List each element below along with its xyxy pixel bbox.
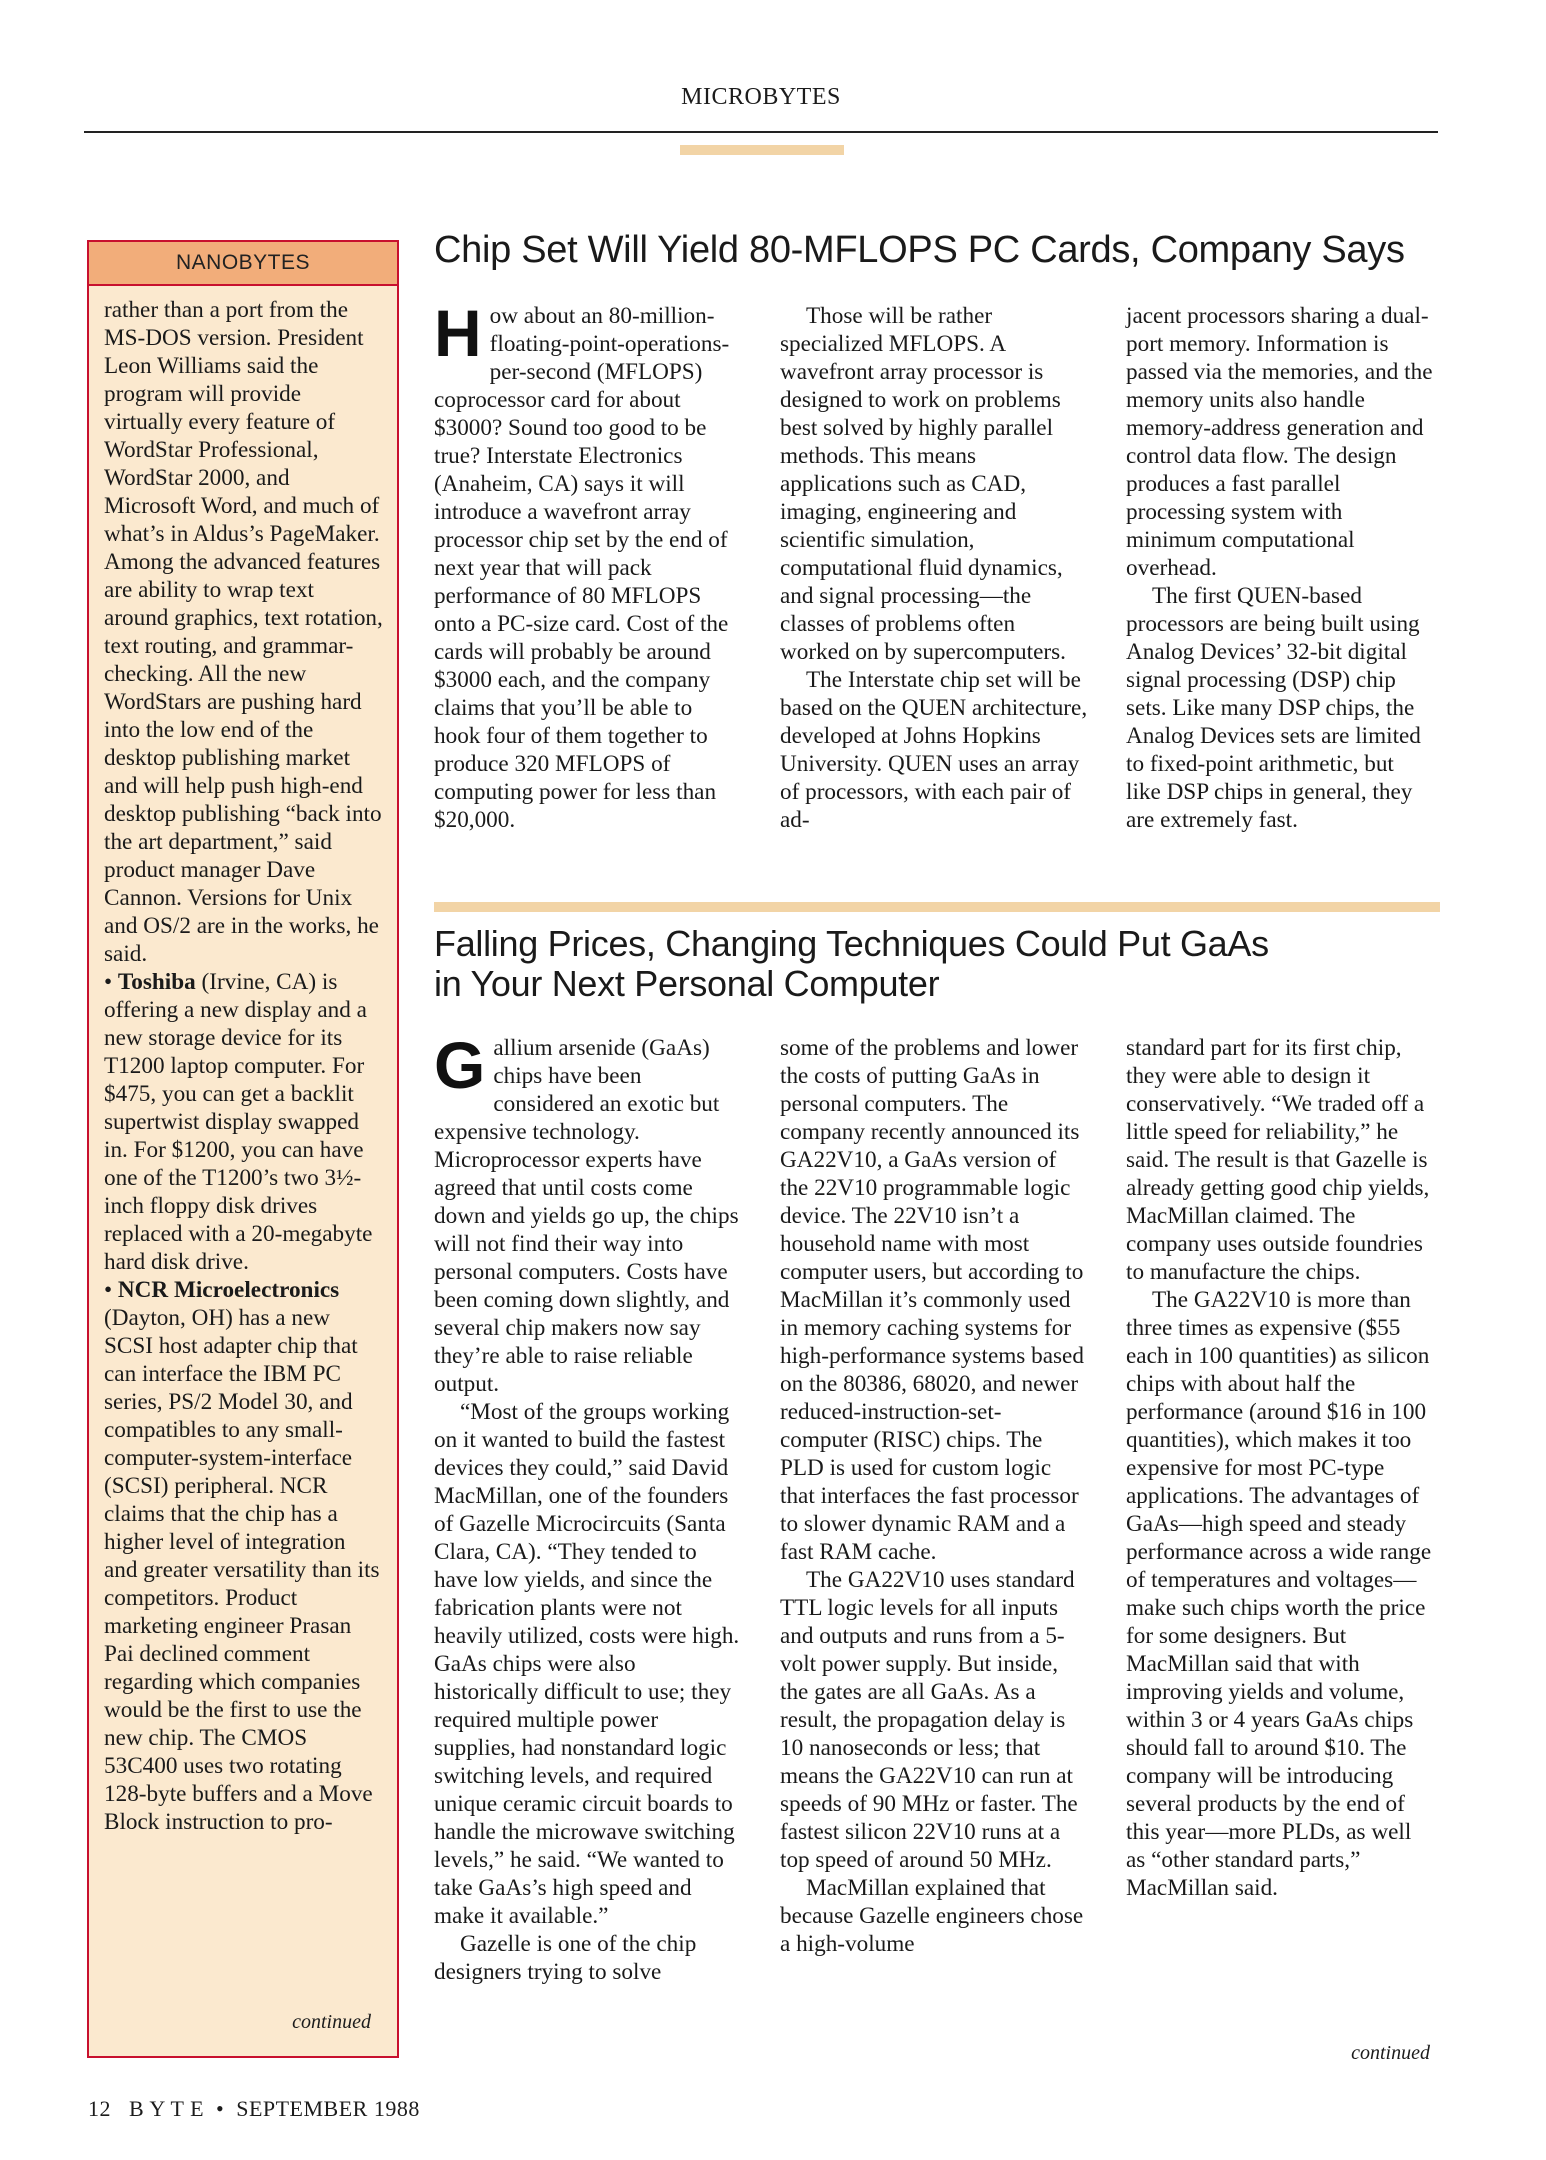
article2-dropcap: G	[434, 1028, 486, 1102]
sidebar-company-name: Toshiba	[117, 969, 196, 995]
article1-paragraph: The Interstate chip set will be based on the QUEN architecture, developed at Johns Hopkins University. QUEN uses an array of processors, with each pair of ad-	[780, 667, 1088, 833]
article1-paragraph	[434, 296, 742, 834]
header-accent-bar	[680, 145, 844, 155]
sidebar-item-text: (Irvine, CA) is offering a new display and a new storage device for its T1200 laptop computer. For $475, you can get a backlit supertwist display swapped in. For $1200, you can have one of the T1200’s two 3½-inch floppy disk drives replaced with a 20-megabyte hard disk drive.	[104, 969, 373, 1275]
nanobytes-sidebar	[87, 240, 399, 2058]
article2-column-2	[780, 1034, 1088, 1958]
sidebar-item-text: (Dayton, OH) has a new SCSI host adapter chip that can interface the IBM PC series, PS/2 Model 30, and compatibles to any small-computer-system-interface (SCSI) peripheral. NCR claims that the chip has a higher level of integration and greater versatility than its competitors. Product marketing engineer Prasan Pai declined comment regarding which companies would be the first to use the new chip. The CMOS 53C400 uses two rotating 128-byte buffers and a Move Block instruction to pro-	[104, 1305, 380, 1835]
article2-headline	[434, 924, 1269, 1004]
article1-headline: Chip Set Will Yield 80-MFLOPS PC Cards, Company Says	[434, 229, 1405, 271]
article2-paragraph: standard part for its first chip, they were able to design it conservatively. “We traded off a little speed for reliability,” he said. The result is that Gazelle is already getting good chip yields, MacMillan claimed. The company uses outside foundries to manufacture the chips.	[1126, 1035, 1430, 1285]
article2-paragraph: The GA22V10 is more than three times as expensive ($55 each in 100 quantities) as silicon chips with about half the performance (around $16 in 100 quantities), which makes it too expensive for most PC-type applications. The advantages of GaAs—high speed and steady performance across a wide range of temperatures and voltages—make such chips worth the price for some designers. But MacMillan said that with improving yields and volume, within 3 or 4 years GaAs chips should fall to around $10. The company will be introducing several products by the end of this year—more PLDs, as well as “other standard parts,” MacMillan said.	[1126, 1287, 1432, 1901]
article1-paragraph-text: ow about an 80-million-floating-point-operations-per-second (MFLOPS) coprocessor card for about $3000? Sound too good to be true? Interstate Electronics (Anaheim, CA) says it will introduce a wavefront array processor chip set by the end of next year that will pack performance of 80 MFLOPS onto a PC-size card. Cost of the cards will probably be around $3000 each, and the company claims that you’ll be able to hook four of them together to produce 320 MFLOPS of computing power for less than $20,000.	[434, 303, 730, 833]
sidebar-bullet-item: • NCR Microelectronics (Dayton, OH) has a new SCSI host adapter chip that can interface the IBM PC series, PS/2 Model 30, and compatibles to any small-computer-system-interface (SCSI) peripheral. NCR claims that the chip has a higher level of integration and greater versatility than its competitors. Product marketing engineer Prasan Pai declined comment regarding which companies would be the first to use the new chip. The CMOS 53C400 uses two rotating 128-byte buffers and a Move Block instruction to pro-	[104, 1277, 380, 1835]
article1-paragraph: Those will be rather specialized MFLOPS. A wavefront array processor is designed to work on problems best solved by highly parallel methods. This means applications such as CAD, imaging, engineering and scientific simulation, computational fluid dynamics, and signal processing—the classes of problems often worked on by supercomputers.	[780, 303, 1066, 665]
page-footer: 12 B Y T E • SEPTEMBER 1988	[88, 2096, 420, 2121]
article2-paragraph	[434, 1028, 742, 1398]
article1-paragraph: The first QUEN-based processors are being built using Analog Devices’ 32-bit digital signal processing (DSP) chip sets. Like many DSP chips, the Analog Devices sets are limited to fixed-point arithmetic, but like DSP chips in general, they are extremely fast.	[1126, 583, 1421, 833]
sidebar-bullet-item: • Toshiba (Irvine, CA) is offering a new display and a new storage device for its T1200 laptop computer. For $475, you can get a backlit supertwist display swapped in. For $1200, you can have one of the T1200’s two 3½-inch floppy disk drives replaced with a 20-megabyte hard disk drive.	[104, 969, 373, 1275]
article2-column-3	[1126, 1034, 1434, 1902]
article1-column-2	[780, 302, 1088, 834]
sidebar-company-name: NCR Microelectronics	[117, 1277, 340, 1303]
article1-dropcap: H	[434, 296, 482, 370]
sidebar-paragraph: rather than a port from the MS-DOS version. President Leon Williams said the program will provide virtually every feature of WordStar Professional, WordStar 2000, and Microsoft Word, and much of what’s in Aldus’s PageMaker. Among the advanced features are ability to wrap text around graphics, text rotation, text routing, and grammar-checking. All the new WordStars are pushing hard into the low end of the desktop publishing market and will help push high-end desktop publishing “back into the art department,” said product manager Dave Cannon. Versions for Unix and OS/2 are in the works, he said.	[104, 297, 383, 967]
header-rule	[84, 131, 1438, 133]
article1-paragraph: jacent processors sharing a dual-port memory. Information is passed via the memories, and the memory units also handle memory-address generation and control data flow. The design produces a fast parallel processing system with minimum computational overhead.	[1126, 303, 1433, 581]
sidebar-continued: continued	[292, 2011, 371, 2033]
section-header: MICROBYTES	[681, 84, 841, 110]
article2-paragraph: some of the problems and lower the costs of putting GaAs in personal computers. The company recently announced its GA22V10, a GaAs version of the 22V10 programmable logic device. The 22V10 isn’t a household name with most computer users, but according to MacMillan it’s commonly used in memory caching systems for high-performance systems based on the 80386, 68020, and newer reduced-instruction-set-computer (RISC) chips. The PLD is used for custom logic that interfaces the fast processor to slower dynamic RAM and a fast RAM cache.	[780, 1035, 1084, 1565]
article2-column-1	[434, 1028, 742, 1986]
article2-headline-line: in Your Next Personal Computer	[434, 963, 940, 1004]
article2-paragraph: “Most of the groups working on it wanted to build the fastest devices they could,” said David MacMillan, one of the founders of Gazelle Microcircuits (Santa Clara, CA). “They tended to have low yields, and since the fabrication plants were not heavily utilized, costs were high. GaAs chips were also historically difficult to use; they required multiple power supplies, had nonstandard logic switching levels, and required unique ceramic circuit boards to handle the microwave switching levels,” he said. “We wanted to take GaAs’s high speed and make it available.”	[434, 1399, 740, 1929]
article2-headline-line: Falling Prices, Changing Techniques Could Put GaAs	[434, 923, 1269, 964]
sidebar-title: NANOBYTES	[89, 242, 397, 286]
sidebar-body	[89, 286, 397, 1836]
article2-paragraph: Gazelle is one of the chip designers trying to solve	[434, 1931, 697, 1985]
article2-continued: continued	[1351, 2042, 1430, 2064]
article1-column-3	[1126, 302, 1434, 834]
article2-paragraph: MacMillan explained that because Gazelle engineers chose a high-volume	[780, 1875, 1084, 1957]
article1-column-1	[434, 296, 742, 834]
article2-paragraph-text: allium arsenide (GaAs) chips have been considered an exotic but expensive technology. Microprocessor experts have agreed that until costs come down and yields go up, the chips will not find their way into personal computers. Costs have been coming down slightly, and several chip makers now say they’re able to raise reliable output.	[434, 1035, 739, 1397]
article2-paragraph: The GA22V10 uses standard TTL logic levels for all inputs and outputs and runs from a 5-volt power supply. But inside, the gates are all GaAs. As a result, the propagation delay is 10 nanoseconds or less; that means the GA22V10 can run at speeds of 90 MHz or faster. The fastest silicon 22V10 runs at a top speed of around 50 MHz.	[780, 1567, 1078, 1873]
article-separator-bar	[434, 902, 1440, 912]
